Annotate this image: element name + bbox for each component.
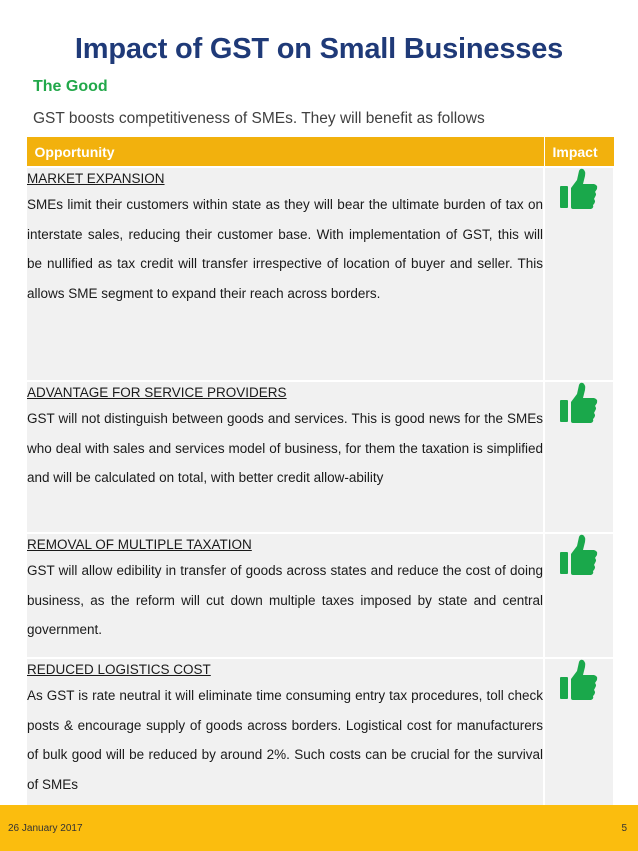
impact-cell [544,658,614,815]
impact-cell [544,167,614,381]
section-subtitle: The Good [33,78,108,95]
thumbs-up-icon [559,534,599,576]
opportunity-cell [26,167,544,381]
intro-text: GST boosts competitiveness of SMEs. They will benefit as follows [33,110,485,127]
impact-table [25,136,615,816]
table-row [26,658,614,815]
opportunity-cell [26,533,544,658]
table-header-row [26,137,614,168]
table-row [26,533,614,658]
thumbs-up-icon [559,168,599,210]
opportunity-cell [26,381,544,533]
opportunity-cell [26,658,544,815]
footer-bar [0,805,638,851]
row-heading: REDUCED LOGISTICS COST [27,662,211,677]
row-heading: ADVANTAGE FOR SERVICE PROVIDERS [27,385,287,400]
impact-cell [544,533,614,658]
thumbs-up-icon [559,659,599,701]
table-row [26,167,614,381]
row-text: SMEs limit their customers within state as they will bear the ultimate burden of tax on interstate sales, reducing their customer base. With implementation of GST, this will be nullified as tax credit will transfer irrespective of location of buyer and seller. This allows SME segment to expand their reach across borders. [27,197,543,301]
header-impact: Impact [544,137,614,168]
row-heading: REMOVAL OF MULTIPLE TAXATION [27,537,252,552]
row-text: GST will allow edibility in transfer of goods across states and reduce the cost of doing business, as the reform will cut down multiple taxes imposed by state and central government. [27,563,543,638]
table-row [26,381,614,533]
impact-cell [544,381,614,533]
thumbs-up-icon [559,382,599,424]
page-number: 5 [621,823,627,834]
row-heading: MARKET EXPANSION [27,171,165,186]
footer-date: 26 January 2017 [8,823,83,834]
row-text: GST will not distinguish between goods and services. This is good news for the SMEs who deal with sales and services model of business, for them the taxation is simplified and will be calculated on total, with better credit allow-ability [27,411,543,486]
header-opportunity: Opportunity [26,137,544,168]
row-text: As GST is rate neutral it will eliminate time consuming entry tax procedures, toll check posts & encourage supply of goods across borders. Logistical cost for manufacturers of bulk good will be reduced by around 2%. Such costs can be crucial for the survival of SMEs [27,688,543,792]
page-title: Impact of GST on Small Businesses [74,33,564,65]
